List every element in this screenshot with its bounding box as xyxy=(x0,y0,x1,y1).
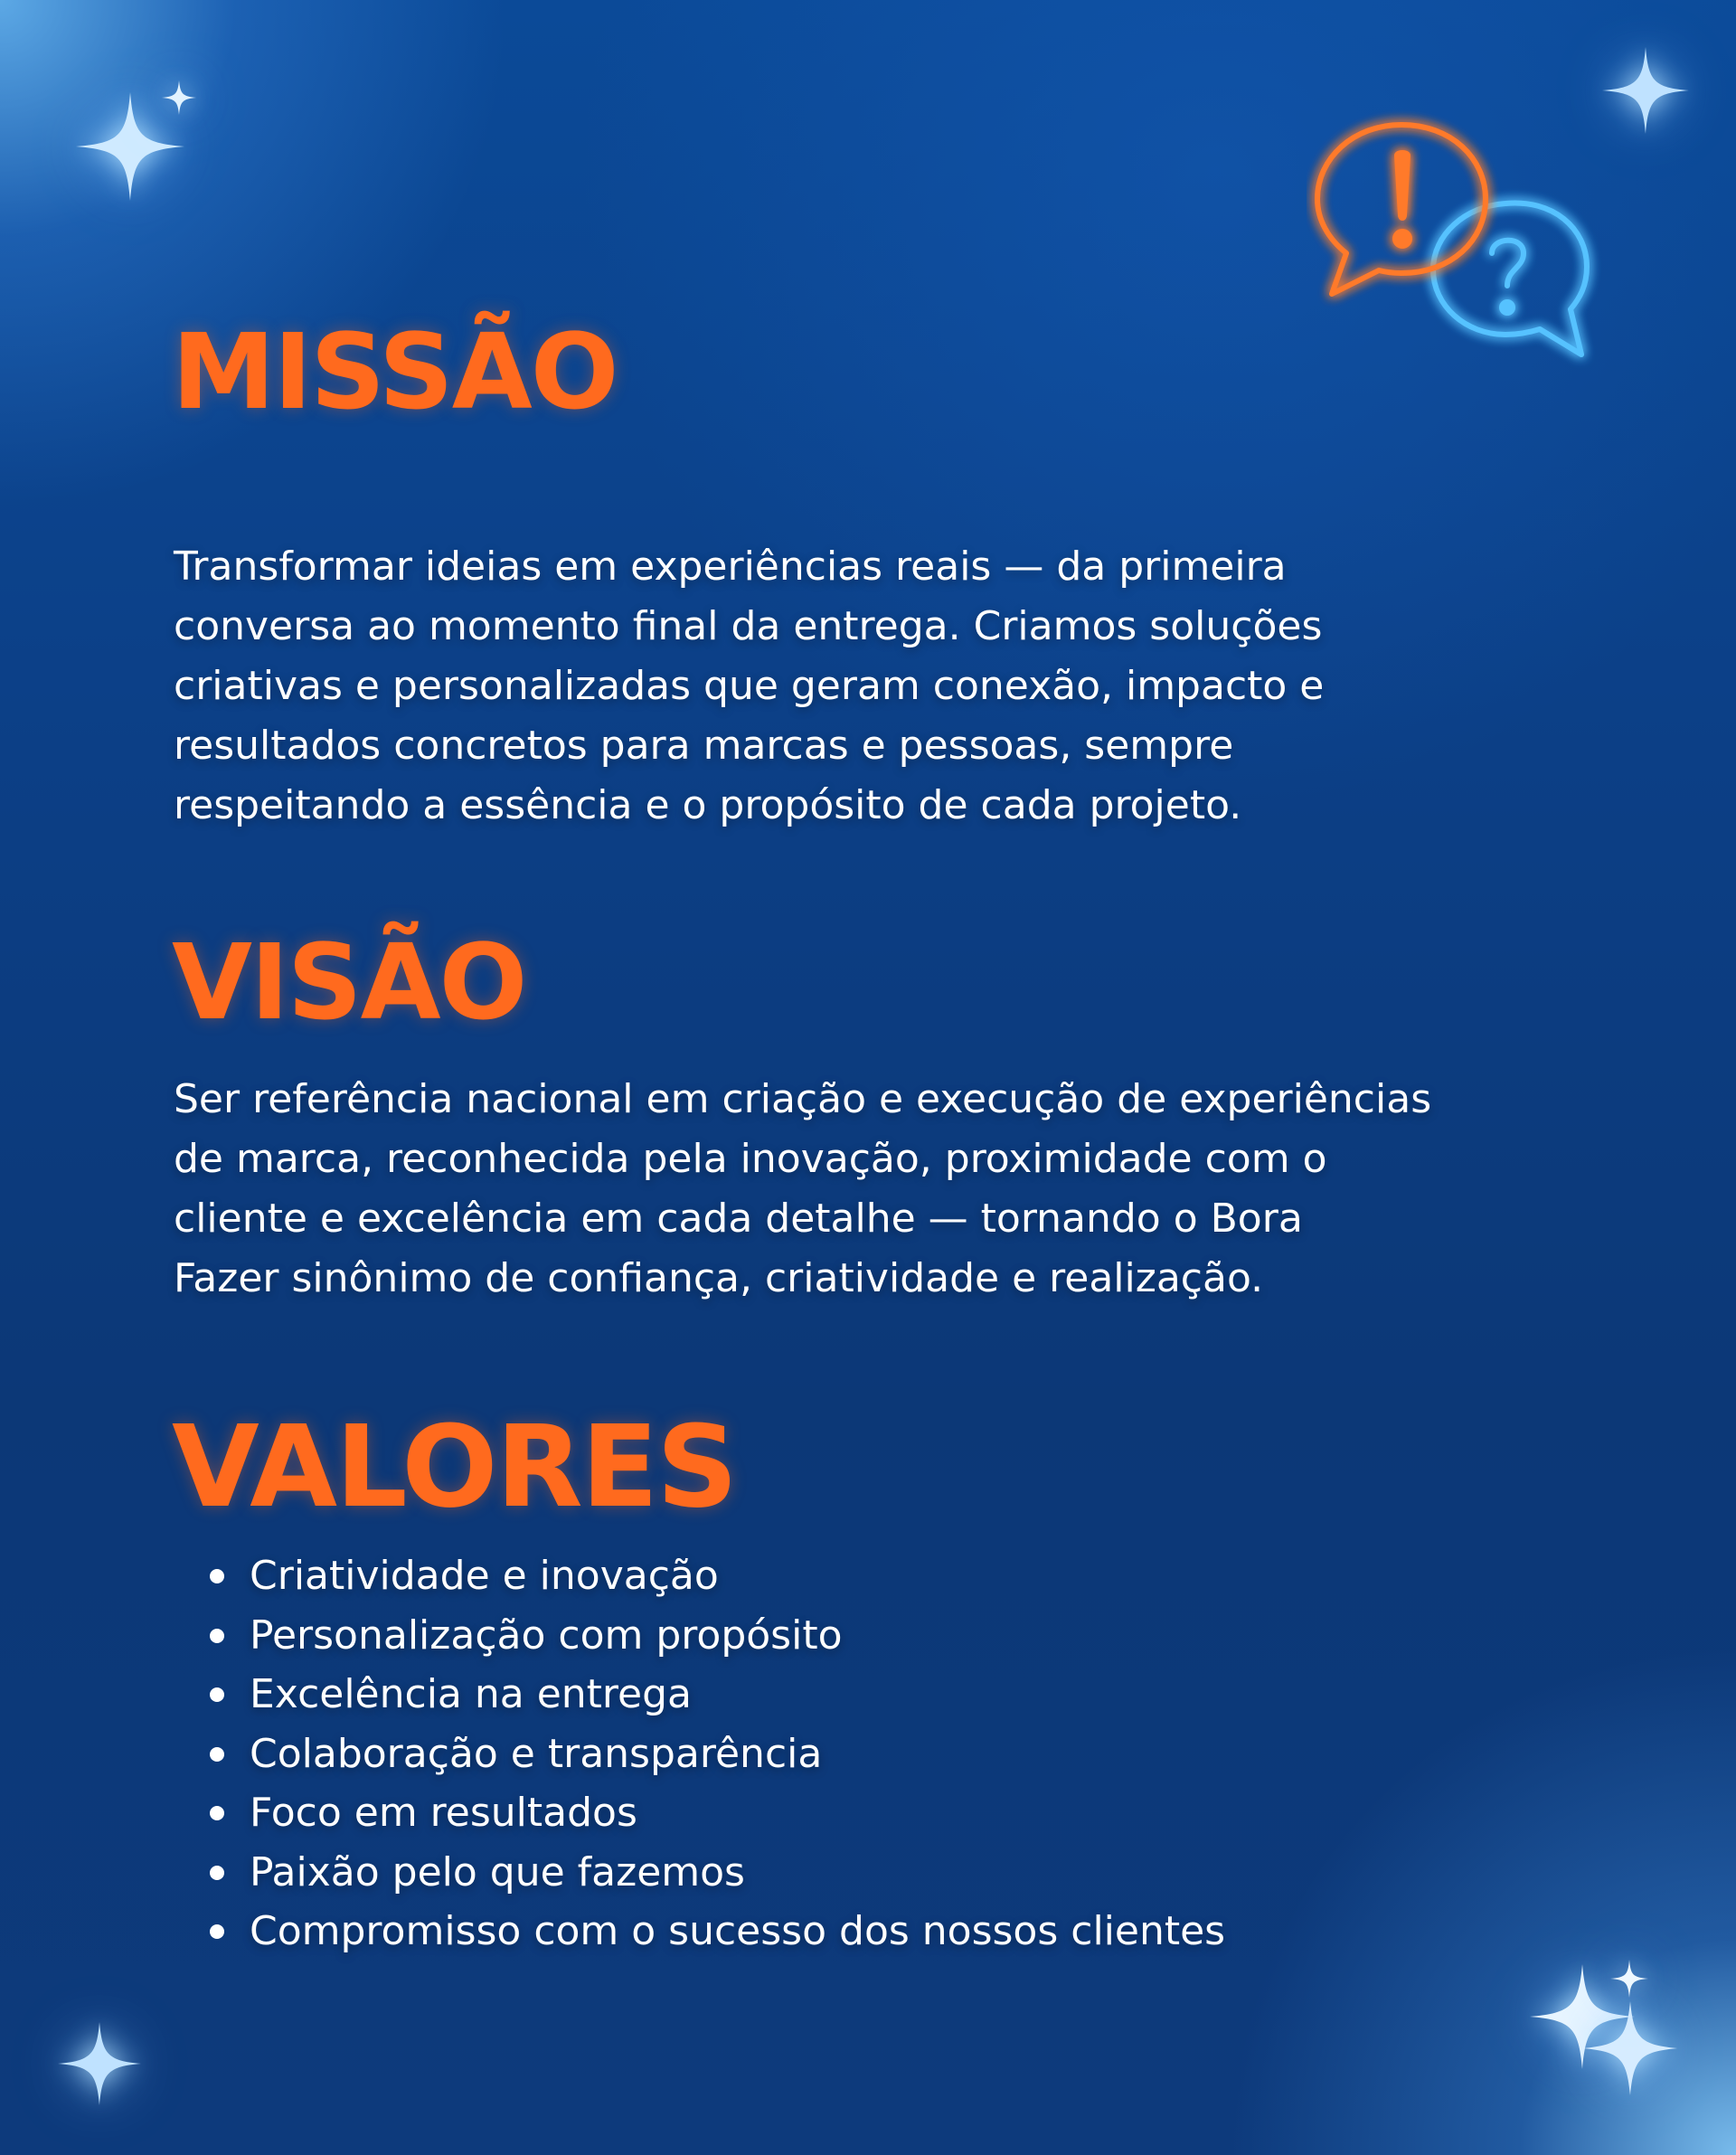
bullet-icon xyxy=(210,1687,224,1702)
sparkle-icon xyxy=(1600,45,1691,136)
bullet-icon xyxy=(210,1569,224,1583)
values-item-label: Personalização com propósito xyxy=(250,1612,843,1659)
values-list-item xyxy=(206,1546,1225,1606)
mission-title: MISSÃO xyxy=(172,312,618,433)
bullet-icon xyxy=(210,1806,224,1820)
values-list-item xyxy=(206,1783,1225,1843)
bullet-icon xyxy=(210,1924,224,1939)
values-list-item xyxy=(206,1843,1225,1903)
sparkle-icon xyxy=(1580,1999,1680,2098)
values-item-label: Foco em resultados xyxy=(250,1790,637,1836)
vision-text xyxy=(174,1070,1431,1309)
mission-text-line: conversa ao momento final da entrega. Criamos soluções xyxy=(174,603,1323,649)
exclamation-speech-bubble-icon xyxy=(1317,125,1486,294)
bullet-icon xyxy=(210,1747,224,1762)
values-item-label: Criatividade e inovação xyxy=(250,1553,719,1599)
mission-text-line: resultados concretos para marcas e pessoas, sempre xyxy=(174,723,1234,769)
question-speech-bubble-icon xyxy=(1433,203,1587,354)
values-list-item xyxy=(206,1606,1225,1666)
values-item-label: Excelência na entrega xyxy=(250,1671,693,1717)
mission-text-line: Transformar ideias em experiências reais — da primeira xyxy=(174,543,1287,590)
values-title: VALORES xyxy=(172,1402,737,1533)
values-list-item xyxy=(206,1902,1225,1961)
speech-bubbles-icon xyxy=(1307,109,1605,380)
values-item-label: Compromisso com o sucesso dos nossos clientes xyxy=(250,1908,1226,1954)
mission-text-line: criativas e personalizadas que geram conexão, impacto e xyxy=(174,663,1325,709)
bullet-icon xyxy=(210,1866,224,1880)
sparkle-icon xyxy=(56,2020,143,2107)
sparkle-icon xyxy=(1609,1959,1649,1999)
vision-text-line: cliente e excelência em cada detalhe — tornando o Bora xyxy=(174,1196,1303,1242)
values-list xyxy=(206,1546,1225,1961)
vision-title: VISÃO xyxy=(172,922,526,1044)
mission-text-line: respeitando a essência e o propósito de cada projeto. xyxy=(174,782,1242,828)
vision-text-line: de marca, reconhecida pela inovação, proximidade com o xyxy=(174,1136,1327,1182)
values-item-label: Colaboração e transparência xyxy=(250,1730,823,1777)
vision-text-line: Ser referência nacional em criação e execução de experiências xyxy=(174,1076,1432,1122)
bullet-icon xyxy=(210,1629,224,1643)
sparkle-icon xyxy=(161,80,197,116)
values-item-label: Paixão pelo que fazemos xyxy=(250,1848,745,1895)
values-list-item xyxy=(206,1665,1225,1725)
values-list-item xyxy=(206,1725,1225,1784)
mission-text xyxy=(174,537,1324,836)
vision-text-line: Fazer sinônimo de confiança, criatividade e realização. xyxy=(174,1255,1264,1301)
